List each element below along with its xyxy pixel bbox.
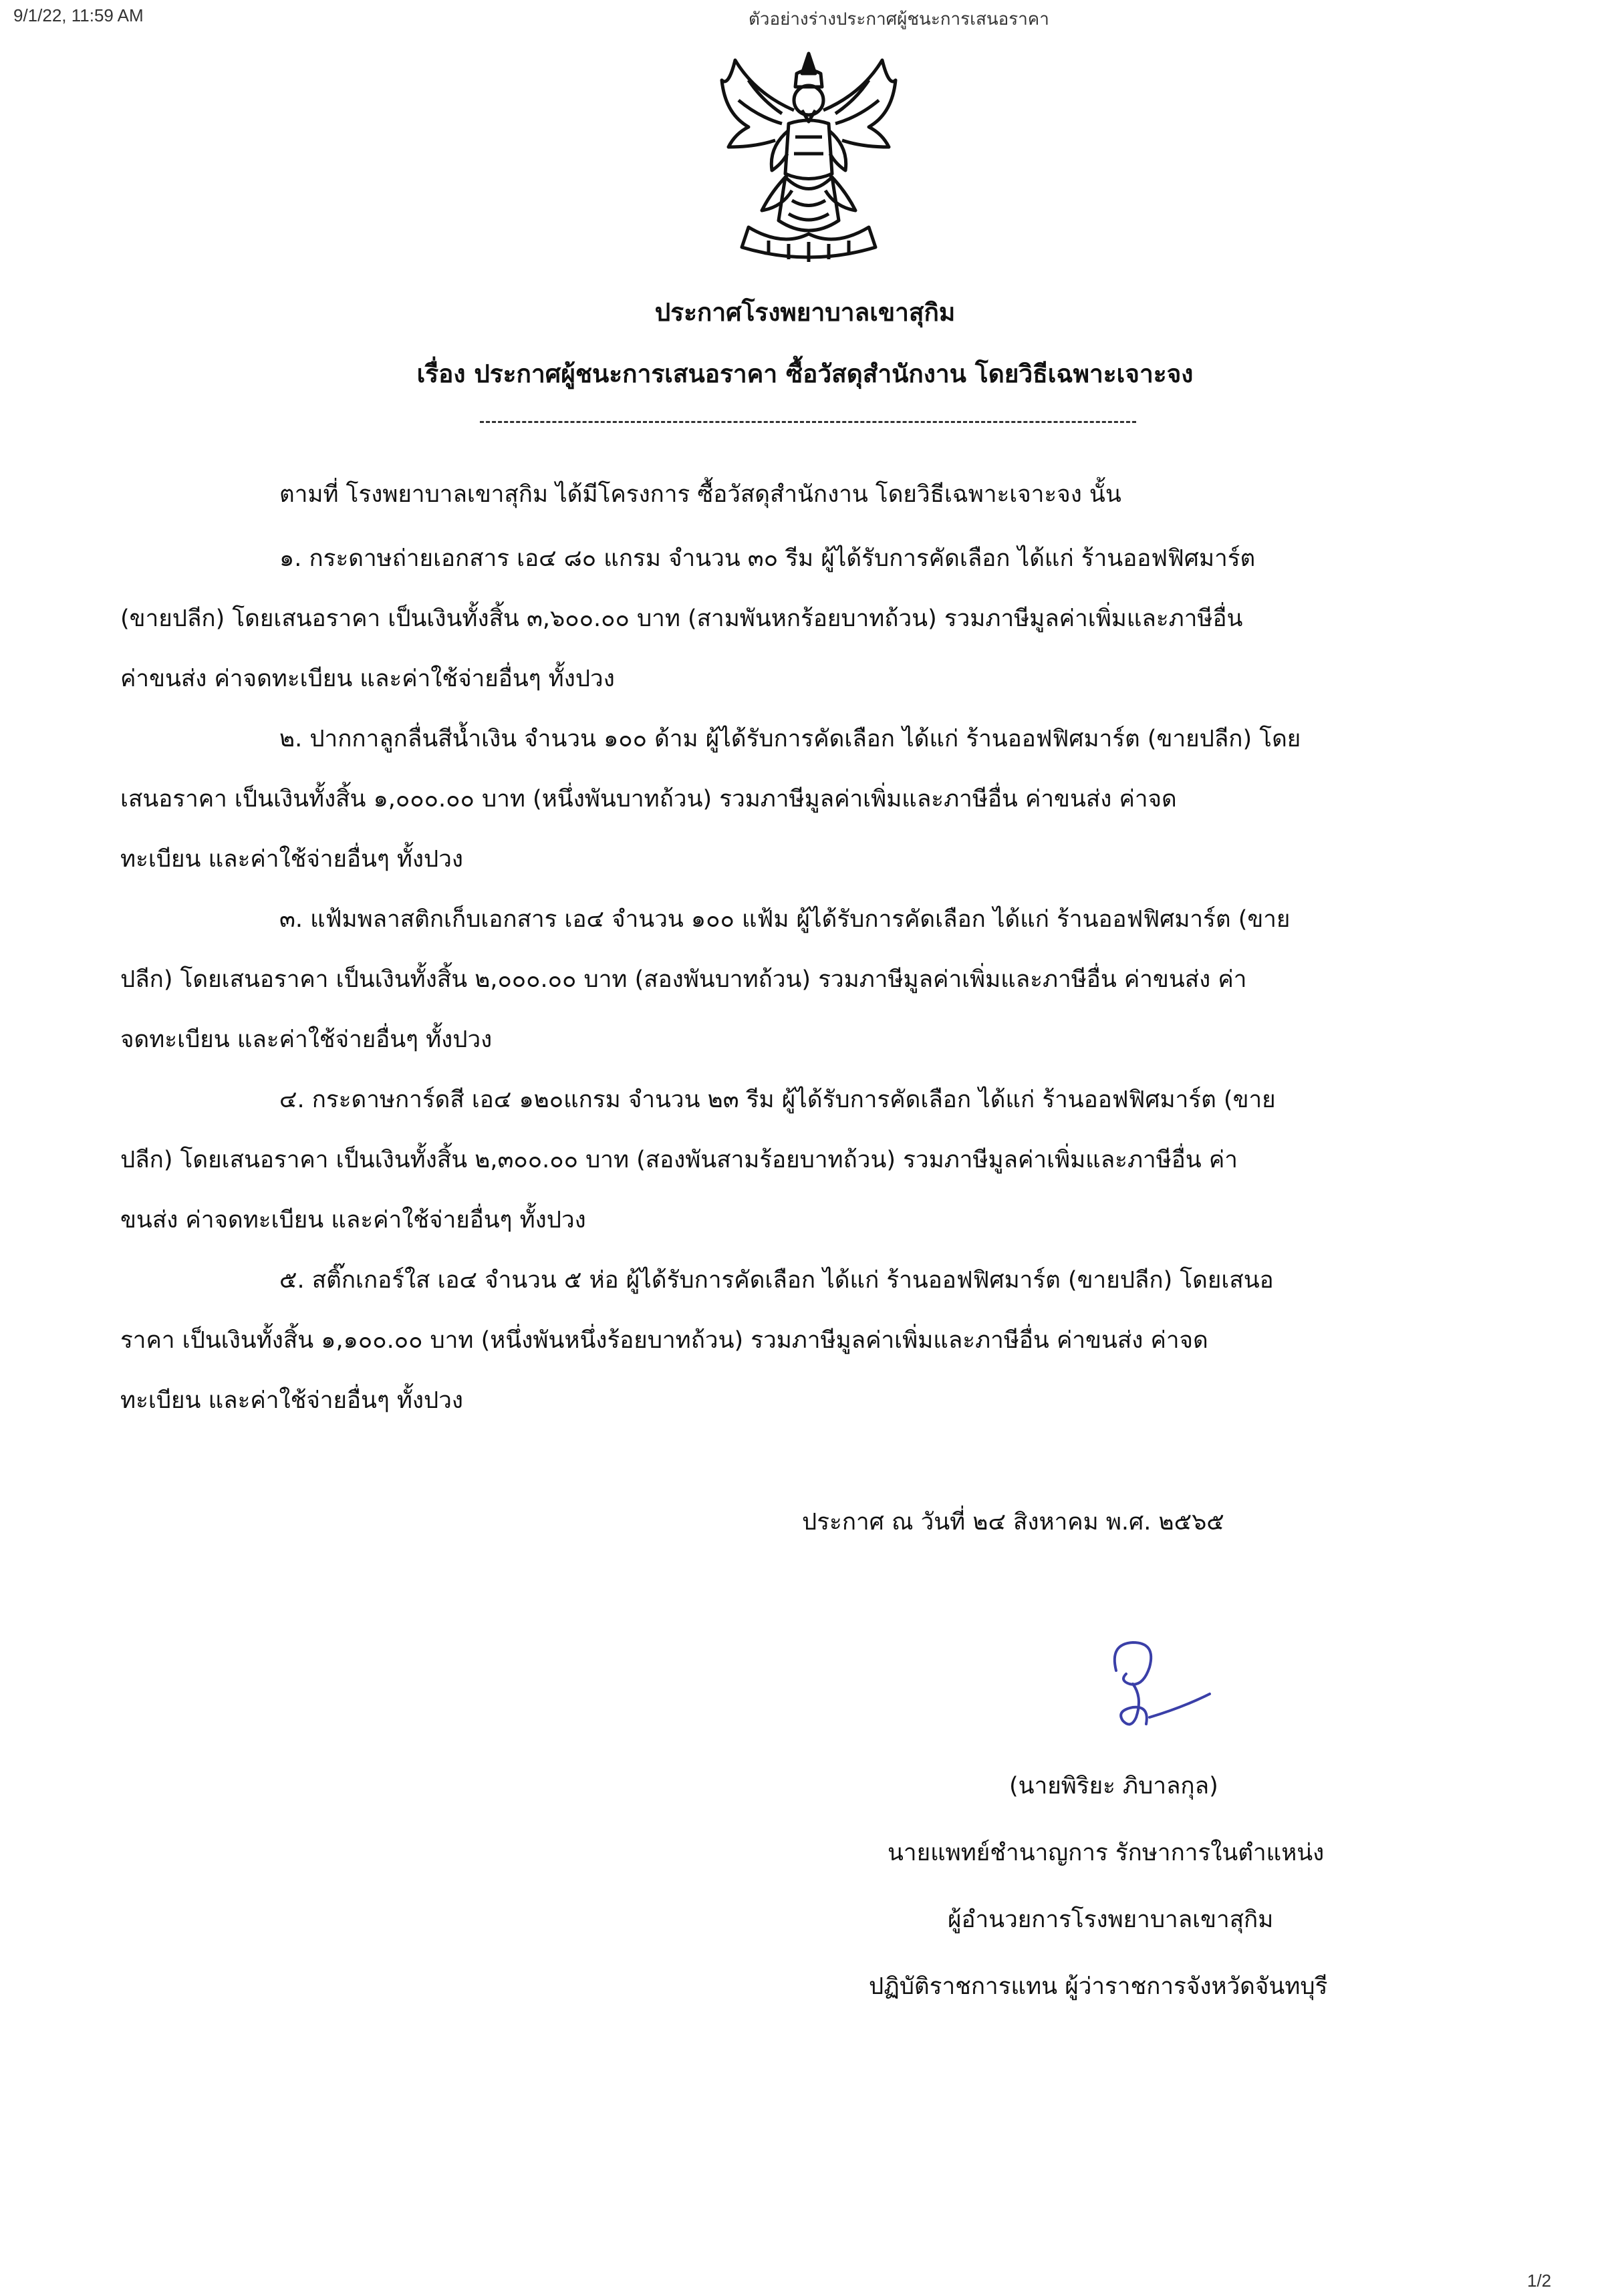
heading-separator — [480, 421, 1136, 423]
intro-paragraph: ตามที่ โรงพยาบาลเขาสุกิม ได้มีโครงการ ซื้อวัสดุสำนักงาน โดยวิธีเฉพาะเจาะจง นั้น — [279, 481, 1121, 508]
item-5-line-1: ๕. สติ๊กเกอร์ใส เอ๔ จำนวน ๕ ห่อ ผู้ได้รับการคัดเลือก ได้แก่ ร้านออฟฟิศมาร์ต (ขายปลีก) โดยเสนอ — [279, 1267, 1274, 1294]
item-3-line-1: ๓. แฟ้มพลาสติกเก็บเอกสาร เอ๔ จำนวน ๑๐๐ แฟ้ม ผู้ได้รับการคัดเลือก ได้แก่ ร้านออฟฟิศมาร์ต (ขาย — [279, 906, 1291, 933]
item-2-line-2: เสนอราคา เป็นเงินทั้งสิ้น ๑,๐๐๐.๐๐ บาท (หนึ่งพันบาทถ้วน) รวมภาษีมูลค่าเพิ่มและภาษีอื่น ค่าขนส่ง ค่าจด — [120, 786, 1177, 813]
item-5-line-2: ราคา เป็นเงินทั้งสิ้น ๑,๑๐๐.๐๐ บาท (หนึ่งพันหนึ่งร้อยบาทถ้วน) รวมภาษีมูลค่าเพิ่มและภาษีอื่น ค่าขนส่ง ค่าจด — [120, 1327, 1208, 1354]
signatory-position-1: นายแพทย์ชำนาญการ รักษาการในตำแหน่ง — [888, 1840, 1325, 1866]
print-doc-title: ตัวอย่างร่างประกาศผู้ชนะการเสนอราคา — [749, 9, 1049, 29]
item-4-line-1: ๔. กระดาษการ์ดสี เอ๔ ๑๒๐แกรม จำนวน ๒๓ รีม ผู้ได้รับการคัดเลือก ได้แก่ ร้านออฟฟิศมาร์ต (ขาย — [279, 1087, 1276, 1113]
item-2-line-1: ๒. ปากกาลูกลื่นสีน้ำเงิน จำนวน ๑๐๐ ด้าม ผู้ได้รับการคัดเลือก ได้แก่ ร้านออฟฟิศมาร์ต (ขายปลีก) โดย — [279, 726, 1301, 752]
item-3-line-2: ปลีก) โดยเสนอราคา เป็นเงินทั้งสิ้น ๒,๐๐๐.๐๐ บาท (สองพันบาทถ้วน) รวมภาษีมูลค่าเพิ่มและภาษีอื่น ค่าขนส่ง ค่า — [120, 966, 1247, 993]
item-3-line-3: จดทะเบียน และค่าใช้จ่ายอื่นๆ ทั้งปวง — [120, 1026, 493, 1053]
signatory-position-3: ปฏิบัติราชการแทน ผู้ว่าราชการจังหวัดจันทบุรี — [869, 1973, 1328, 2000]
item-5-line-3: ทะเบียน และค่าใช้จ่ายอื่นๆ ทั้งปวง — [120, 1387, 463, 1414]
garuda-emblem-icon — [708, 47, 909, 267]
announce-date: ประกาศ ณ วันที่ ๒๔ สิงหาคม พ.ศ. ๒๕๖๕ — [802, 1509, 1224, 1536]
item-1-line-1: ๑. กระดาษถ่ายเอกสาร เอ๔ ๘๐ แกรม จำนวน ๓๐ รีม ผู้ได้รับการคัดเลือก ได้แก่ ร้านออฟฟิศมาร์ต — [279, 545, 1256, 572]
item-4-line-2: ปลีก) โดยเสนอราคา เป็นเงินทั้งสิ้น ๒,๓๐๐.๐๐ บาท (สองพันสามร้อยบาทถ้วน) รวมภาษีมูลค่าเพิ่มและภาษีอื่น ค่า — [120, 1147, 1238, 1173]
signatory-position-2: ผู้อำนวยการโรงพยาบาลเขาสุกิม — [948, 1906, 1274, 1933]
page-number: 1/2 — [1527, 2271, 1552, 2291]
print-timestamp: 9/1/22, 11:59 AM — [13, 5, 144, 25]
item-1-line-2: (ขายปลีก) โดยเสนอราคา เป็นเงินทั้งสิ้น ๓,๖๐๐.๐๐ บาท (สามพันหกร้อยบาทถ้วน) รวมภาษีมูลค่าเพิ่มและภาษีอื่น — [120, 605, 1243, 632]
item-1-line-3: ค่าขนส่ง ค่าจดทะเบียน และค่าใช้จ่ายอื่นๆ ทั้งปวง — [120, 666, 615, 692]
item-4-line-3: ขนส่ง ค่าจดทะเบียน และค่าใช้จ่ายอื่นๆ ทั้งปวง — [120, 1207, 586, 1234]
handwritten-signature-icon — [1069, 1630, 1230, 1737]
item-2-line-3: ทะเบียน และค่าใช้จ่ายอื่นๆ ทั้งปวง — [120, 846, 463, 873]
signatory-name: (นายพิริยะ ภิบาลกุล) — [1009, 1773, 1218, 1800]
announcement-org-title: ประกาศโรงพยาบาลเขาสุกิม — [654, 298, 956, 327]
announcement-subject: เรื่อง ประกาศผู้ชนะการเสนอราคา ซื้อวัสดุสำนักงาน โดยวิธีเฉพาะเจาะจง — [416, 360, 1194, 388]
